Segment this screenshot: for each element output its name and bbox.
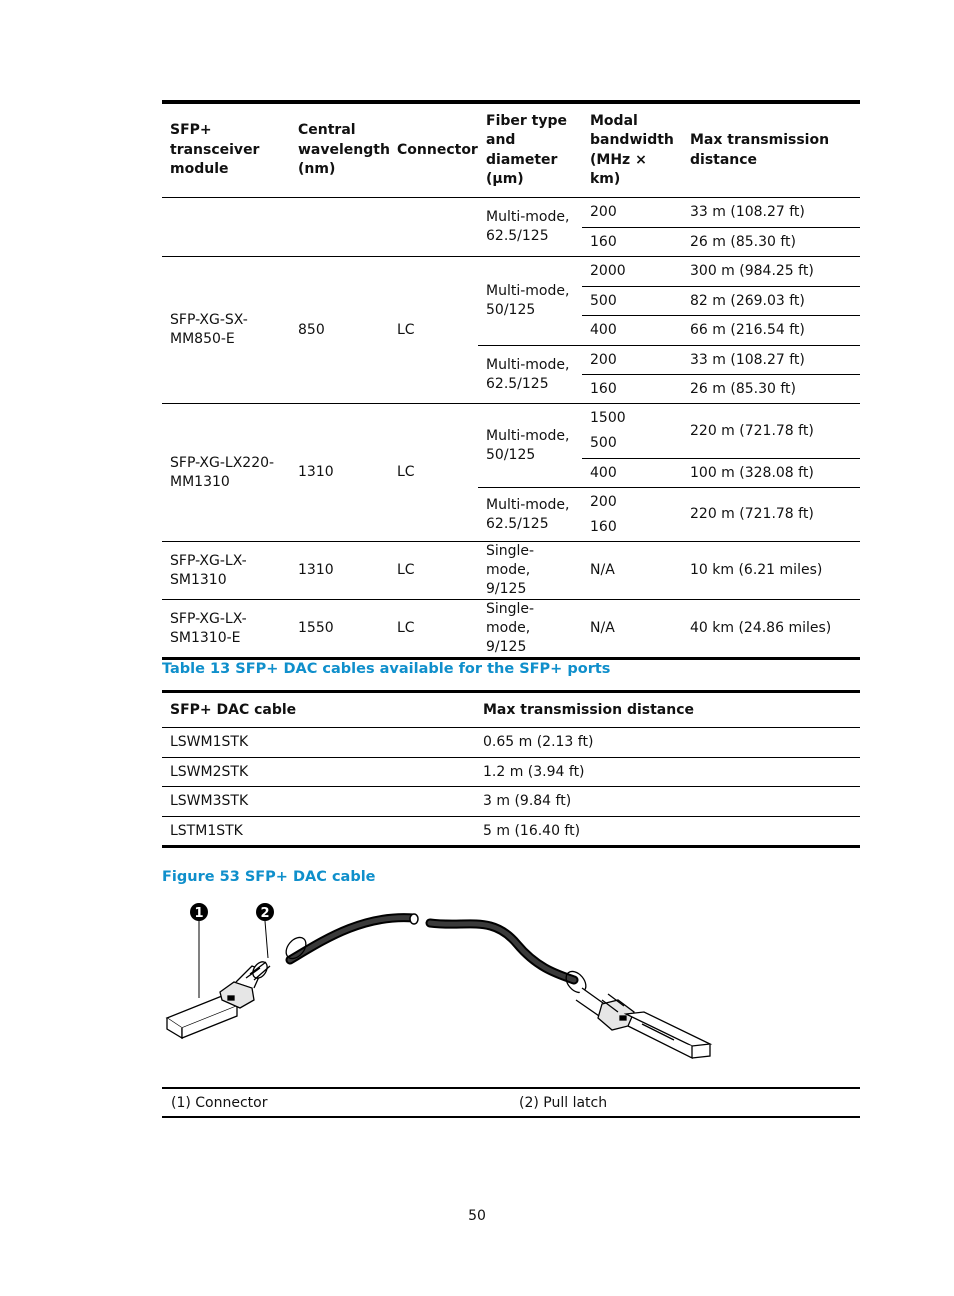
header-max-distance: Max transmission distance xyxy=(483,702,694,718)
module-cell: SFP-XG-LX-SM1310-E xyxy=(162,600,290,659)
fiber-cell: Multi-mode, 50/125 xyxy=(478,404,582,488)
wavelength-cell: 1550 xyxy=(290,600,389,659)
bandwidth-value: 160 xyxy=(590,518,617,535)
legend-item-pull-latch: (2) Pull latch xyxy=(519,1095,608,1111)
header-wavelength: Central wavelength (nm) xyxy=(298,122,390,178)
distance-cell: 26 m (85.30 ft) xyxy=(682,375,860,404)
dac-cable-illustration xyxy=(162,896,860,1082)
cable-cell: LSWM3STK xyxy=(162,787,475,817)
distance-cell: 10 km (6.21 miles) xyxy=(682,542,860,600)
cable xyxy=(290,914,574,980)
left-connector xyxy=(167,934,310,1038)
table-row xyxy=(162,542,860,600)
header-distance: Max transmission distance xyxy=(690,132,830,168)
table-row xyxy=(162,198,860,228)
bandwidth-cell: 200 xyxy=(582,346,682,375)
wavelength-cell: 1310 xyxy=(290,404,389,542)
fiber-cell: Multi-mode, 50/125 xyxy=(478,257,582,346)
distance-cell: 33 m (108.27 ft) xyxy=(682,346,860,375)
distance-cell: 1.2 m (3.94 ft) xyxy=(475,757,860,787)
callout-1 xyxy=(190,903,208,998)
cable-cell: LSTM1STK xyxy=(162,816,475,847)
bandwidth-cell: 200 xyxy=(582,198,682,228)
table-header-row xyxy=(162,102,860,198)
header-bandwidth: Modal bandwidth (MHz × km) xyxy=(590,112,674,187)
connector-cell: LC xyxy=(389,600,478,659)
distance-cell: 100 m (328.08 ft) xyxy=(682,459,860,488)
wavelength-cell: 1310 xyxy=(290,542,389,600)
table-row xyxy=(162,600,860,659)
dac-cable-table xyxy=(162,690,860,848)
table-row xyxy=(162,728,860,758)
cable-cell: LSWM2STK xyxy=(162,757,475,787)
distance-cell: 66 m (216.54 ft) xyxy=(682,316,860,346)
svg-text:1: 1 xyxy=(194,906,204,921)
distance-cell: 5 m (16.40 ft) xyxy=(475,816,860,847)
module-cell xyxy=(162,198,290,257)
bandwidth-cell xyxy=(582,404,682,459)
connector-cell: LC xyxy=(389,257,478,404)
callout-2 xyxy=(256,903,274,958)
distance-cell: 220 m (721.78 ft) xyxy=(682,404,860,459)
distance-cell: 82 m (269.03 ft) xyxy=(682,287,860,316)
header-fiber: Fiber type and diameter (µm) xyxy=(486,112,567,187)
bandwidth-cell xyxy=(582,488,682,542)
distance-cell: 0.65 m (2.13 ft) xyxy=(475,728,860,758)
header-dac-cable: SFP+ DAC cable xyxy=(170,702,297,718)
connector-cell: LC xyxy=(389,404,478,542)
bandwidth-value: 1500 xyxy=(590,410,626,426)
cable-cell: LSWM1STK xyxy=(162,728,475,758)
bandwidth-cell: N/A xyxy=(582,600,682,659)
bandwidth-cell: N/A xyxy=(582,542,682,600)
bandwidth-cell: 160 xyxy=(582,228,682,257)
module-cell: SFP-XG-SX-MM850-E xyxy=(162,257,290,404)
header-module: SFP+ transceiver module xyxy=(170,122,260,178)
bandwidth-value: 200 xyxy=(590,493,617,510)
distance-cell: 40 km (24.86 miles) xyxy=(682,600,860,659)
bandwidth-cell: 160 xyxy=(582,375,682,404)
bandwidth-cell: 2000 xyxy=(582,257,682,287)
bandwidth-cell: 400 xyxy=(582,316,682,346)
distance-cell: 300 m (984.25 ft) xyxy=(682,257,860,287)
fiber-cell: Single-mode, 9/125 xyxy=(478,600,582,659)
svg-text:2: 2 xyxy=(260,906,270,921)
table-row xyxy=(162,404,860,459)
fiber-cell: Multi-mode, 62.5/125 xyxy=(478,346,582,404)
fiber-cell: Multi-mode, 62.5/125 xyxy=(478,198,582,257)
legend-item-connector: (1) Connector xyxy=(171,1095,268,1111)
fiber-cell: Multi-mode, 62.5/125 xyxy=(478,488,582,542)
bandwidth-cell: 400 xyxy=(582,459,682,488)
distance-cell: 33 m (108.27 ft) xyxy=(682,198,860,228)
table-row xyxy=(162,757,860,787)
connector-cell: LC xyxy=(389,542,478,600)
wavelength-cell: 850 xyxy=(290,257,389,404)
figure-caption: Figure 53 SFP+ DAC cable xyxy=(162,869,376,885)
table-header-row xyxy=(162,692,860,728)
wavelength-cell xyxy=(290,198,389,257)
header-connector: Connector xyxy=(397,141,478,158)
bandwidth-value: 500 xyxy=(590,435,617,451)
page-number: 50 xyxy=(468,1208,486,1224)
dac-table-caption: Table 13 SFP+ DAC cables available for the SFP+ ports xyxy=(162,661,611,677)
right-connector xyxy=(562,968,710,1058)
connector-cell xyxy=(389,198,478,257)
distance-cell: 220 m (721.78 ft) xyxy=(682,488,860,542)
table-row xyxy=(162,257,860,287)
transceiver-spec-table xyxy=(162,100,860,660)
table-row xyxy=(162,787,860,817)
bandwidth-cell: 500 xyxy=(582,287,682,316)
distance-cell: 3 m (9.84 ft) xyxy=(475,787,860,817)
table-row xyxy=(162,816,860,847)
module-cell: SFP-XG-LX-SM1310 xyxy=(162,542,290,600)
distance-cell: 26 m (85.30 ft) xyxy=(682,228,860,257)
fiber-cell: Single-mode, 9/125 xyxy=(478,542,582,600)
figure-legend xyxy=(162,1087,860,1118)
module-cell: SFP-XG-LX220-MM1310 xyxy=(162,404,290,542)
